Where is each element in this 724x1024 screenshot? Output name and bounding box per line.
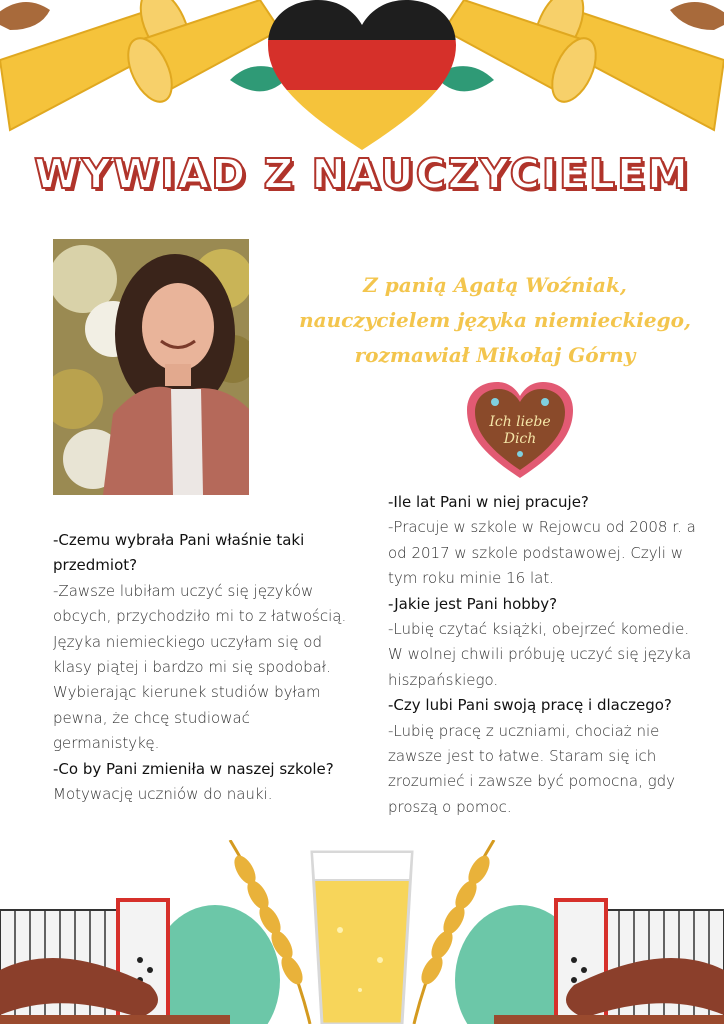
intro-line-1: Z panią Agatą Woźniak, — [363, 273, 627, 297]
interview-left-column — [53, 528, 353, 807]
interview-intro — [285, 268, 705, 373]
question-years-working: -Ile lat Pani w niej pracuje? — [388, 493, 589, 511]
answer-years-working: -Pracuje w szkole w Rejowcu od 2008 r. a od 2017 w szkole podstawowej. Czyli w tym roku minie 16 lat. — [388, 518, 696, 588]
bottom-decoration — [0, 840, 724, 1024]
beer-glass-icon — [312, 852, 412, 1024]
page-title: WYWIAD Z NAUCZYCIELEM — [34, 150, 690, 198]
gingerbread-heart-icon — [465, 380, 575, 480]
pretzel-left-icon — [0, 2, 50, 30]
question-like-job: -Czy lubi Pani swoją pracę i dlaczego? — [388, 696, 672, 715]
answer-school-change: Motywację uczniów do nauki. — [53, 785, 273, 804]
interview-right-column — [388, 490, 698, 820]
cookie-text-line-1: Ich liebe — [489, 414, 551, 430]
pretzel-right-icon — [670, 2, 724, 30]
cookie-text-line-2: Dich — [503, 431, 537, 447]
intro-line-3: rozmawiał Mikołaj Górny — [354, 343, 636, 367]
question-subject-choice: -Czemu wybrała Pani właśnie taki przedmiot? — [53, 531, 305, 575]
intro-line-2: nauczycielem języka niemieckiego, — [299, 308, 691, 332]
german-flag-heart-icon — [260, 0, 470, 150]
answer-subject-choice: -Zawsze lubiłam uczyć się języków obcych, przychodziło mi to z łatwością. Języka niemieckiego uczyłam się od klasy piątej i bardzo mi się spodobał. Wybierając kierunek studiów byłam pewna, że chcę studiować germanistykę. — [53, 581, 347, 753]
question-school-change: -Co by Pani zmieniła w naszej szkole? — [53, 759, 334, 778]
answer-like-job: -Lubię pracę z uczniami, chociaż nie zawsze jest to łatwe. Staram się ich zrozumieć i zawsze być pomocna, gdy proszą o pomoc. — [388, 721, 676, 816]
top-decoration — [0, 0, 724, 150]
question-hobby: -Jakie jest Pani hobby? — [388, 594, 558, 613]
teacher-photo — [53, 239, 249, 495]
answer-hobby: -Lubię czytać książki, obejrzeć komedie. W wolnej chwili próbuję uczyć się języka hiszpańskiego. — [388, 620, 692, 689]
